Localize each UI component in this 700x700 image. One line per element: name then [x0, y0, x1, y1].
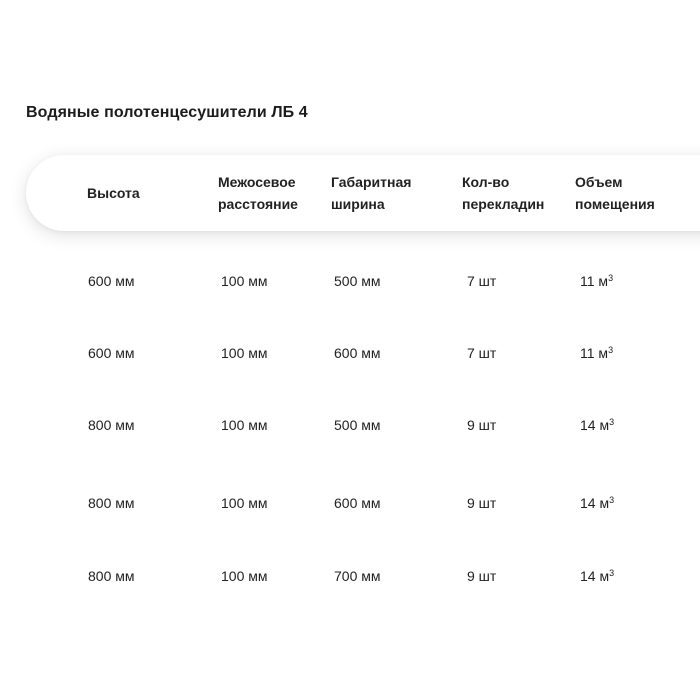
cell-bars: 9 шт	[467, 495, 497, 511]
cell-volume	[580, 413, 614, 437]
volume-value: 11 м	[580, 273, 609, 289]
table-row	[0, 491, 700, 515]
cell-height: 600 мм	[88, 273, 135, 289]
cell-width: 500 мм	[334, 417, 381, 433]
table-row	[0, 564, 700, 588]
cell-height: 600 мм	[88, 345, 135, 361]
volume-value: 11 м	[580, 345, 609, 361]
table-row	[0, 413, 700, 437]
page-title: Водяные полотенцесушители ЛБ 4	[26, 104, 308, 121]
volume-value: 14 м	[580, 417, 610, 433]
cell-volume	[580, 269, 613, 293]
table-row	[0, 341, 700, 365]
cell-height: 800 мм	[88, 417, 135, 433]
cell-bars: 7 шт	[467, 273, 497, 289]
cell-volume	[580, 341, 613, 365]
volume-value: 14 м	[580, 568, 610, 584]
volume-exponent: 3	[608, 273, 614, 284]
cell-width: 600 мм	[334, 495, 381, 511]
header-height: Высота	[87, 185, 140, 201]
volume-exponent: 3	[609, 417, 615, 428]
cell-width: 600 мм	[334, 345, 381, 361]
cell-volume	[580, 491, 614, 515]
cell-center-distance: 100 мм	[221, 417, 268, 433]
cell-width: 700 мм	[334, 568, 381, 584]
table-row	[0, 269, 700, 293]
cell-height: 800 мм	[88, 495, 135, 511]
table-header	[26, 155, 700, 231]
header-width: Габаритная ширина	[331, 174, 412, 212]
cell-center-distance: 100 мм	[221, 345, 268, 361]
cell-volume	[580, 564, 614, 588]
volume-exponent: 3	[608, 345, 614, 356]
header-volume: Объем помещения	[575, 174, 655, 212]
cell-height: 800 мм	[88, 568, 135, 584]
volume-exponent: 3	[609, 495, 615, 506]
cell-center-distance: 100 мм	[221, 273, 268, 289]
cell-bars: 7 шт	[467, 345, 497, 361]
cell-bars: 9 шт	[467, 568, 497, 584]
header-bars: Кол-во перекладин	[462, 174, 545, 212]
cell-center-distance: 100 мм	[221, 568, 268, 584]
cell-center-distance: 100 мм	[221, 495, 268, 511]
cell-bars: 9 шт	[467, 417, 497, 433]
volume-exponent: 3	[609, 568, 615, 579]
volume-value: 14 м	[580, 495, 610, 511]
cell-width: 500 мм	[334, 273, 381, 289]
header-center-distance: Межосевое расстояние	[218, 174, 298, 212]
